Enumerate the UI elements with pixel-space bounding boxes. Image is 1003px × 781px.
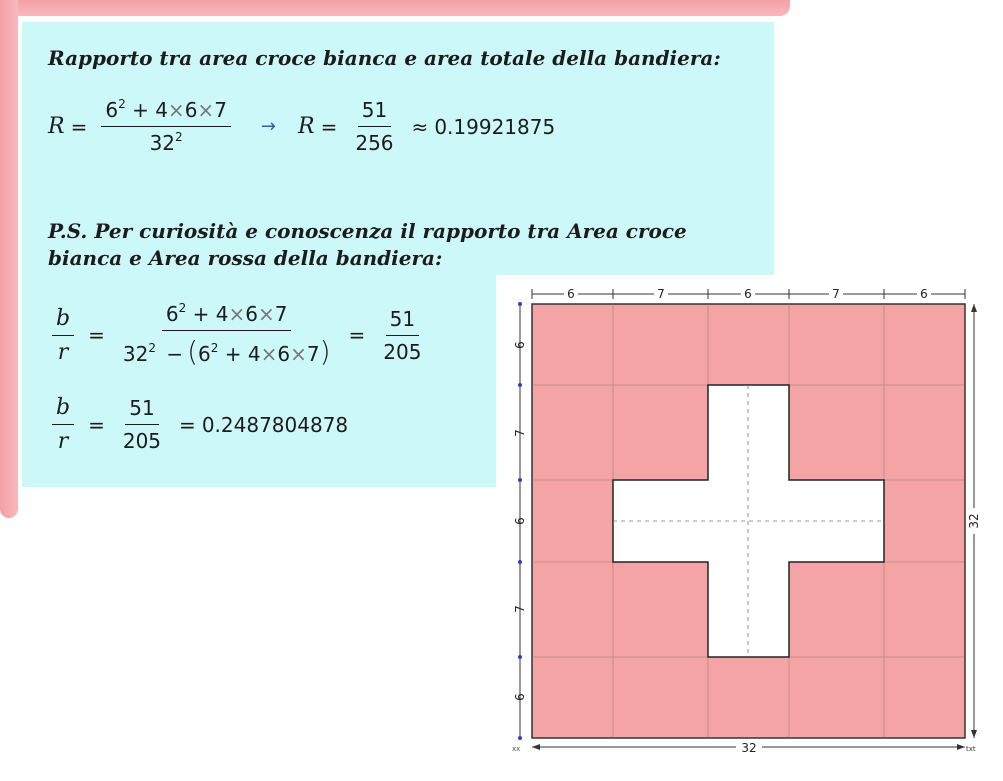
times-sign: × <box>290 342 307 366</box>
left-dim-label: 6 <box>513 517 527 525</box>
fraction-51-256 <box>351 98 397 155</box>
formula-white-over-red-decimal <box>52 395 348 454</box>
num-term: 7 <box>214 98 227 122</box>
heading-ps-line1: P.S. Per curiosità e conoscenza il rapporto tra Area croce <box>48 219 687 243</box>
num-base: 6 <box>105 98 119 122</box>
num-term: 6 <box>184 98 198 122</box>
minus-sign: − <box>166 342 184 366</box>
fraction-denominator <box>119 331 335 368</box>
left-dim-label: 7 <box>513 429 527 437</box>
equals-sign: = <box>320 114 338 139</box>
den-term: 6 <box>198 342 211 366</box>
bottom-dim-label: 32 <box>741 741 757 755</box>
fraction-b-over-r <box>52 306 74 365</box>
times-sign: × <box>260 342 278 366</box>
fraction-b-over-r <box>52 395 74 454</box>
den-base: 32 <box>149 131 176 155</box>
top-dim-label: 6 <box>744 287 752 301</box>
fraction-numerator: 51 <box>386 307 419 336</box>
var-r: R <box>298 114 315 139</box>
num-term: + 4 <box>132 98 168 122</box>
frame-top-border <box>0 0 790 16</box>
approx-sign: ≈ <box>411 114 429 139</box>
arrow-right-icon: → <box>260 116 277 137</box>
num-exponent: 2 <box>178 301 187 315</box>
fraction-51-205 <box>379 307 425 364</box>
times-sign: × <box>257 302 275 326</box>
equals-sign: = <box>348 323 366 347</box>
left-dim-label: 6 <box>513 693 527 701</box>
equals-sign: = <box>88 412 105 437</box>
fraction-denominator: 205 <box>383 339 422 364</box>
top-dim-label: 6 <box>567 287 575 301</box>
corner-label-right: txt <box>966 745 976 753</box>
var-b: b <box>52 395 74 425</box>
paren-close: ) <box>319 335 331 368</box>
frame-left-border <box>0 0 18 518</box>
result-value: 0.2487804878 <box>201 412 349 437</box>
fraction-cross-over-total <box>101 98 231 155</box>
formula-white-over-red <box>52 302 433 368</box>
times-sign: × <box>167 98 185 122</box>
num-exponent: 2 <box>118 97 126 111</box>
num-term: 6 <box>245 302 258 326</box>
equals-sign: = <box>70 114 88 139</box>
den-exponent: 2 <box>148 341 156 355</box>
var-r: r <box>57 429 69 454</box>
left-dim-label: 6 <box>513 341 527 349</box>
var-b: b <box>52 306 74 336</box>
den-base: 32 <box>122 342 149 366</box>
num-term: 7 <box>274 302 288 326</box>
var-r: R <box>48 114 65 139</box>
top-dim-label: 7 <box>657 287 665 301</box>
den-term: + 4 <box>224 342 261 366</box>
den-exponent: 2 <box>175 130 183 144</box>
num-term: + 4 <box>192 302 229 326</box>
den-term: 7 <box>306 342 320 366</box>
fraction-numerator <box>162 302 292 331</box>
swiss-flag-diagram <box>496 275 996 775</box>
formula-ratio-total <box>48 98 555 155</box>
times-sign: × <box>197 98 215 122</box>
fraction-numerator <box>101 98 231 127</box>
den-term: 6 <box>277 342 291 366</box>
fraction-denominator <box>146 127 187 155</box>
result-value: 0.19921875 <box>434 114 556 139</box>
paren-open: ( <box>187 335 199 368</box>
heading-ps-line2: bianca e Area rossa della bandiera: <box>48 246 443 270</box>
fraction-denominator: 205 <box>122 429 162 453</box>
times-sign: × <box>228 302 246 326</box>
fraction-numerator: 51 <box>358 98 391 127</box>
top-dim-label: 6 <box>920 287 928 301</box>
equals-sign: = <box>179 412 196 437</box>
top-dim-label: 7 <box>832 287 840 301</box>
fraction-51-205 <box>119 396 165 453</box>
heading-ratio-total: Rapporto tra area croce bianca e area totale della bandiera: <box>48 46 721 70</box>
equals-sign: = <box>88 323 105 347</box>
left-dim-label: 7 <box>513 605 527 613</box>
fraction-numerator: 51 <box>125 396 158 425</box>
fraction-denominator: 256 <box>355 131 394 155</box>
fraction-cross-over-red <box>119 302 335 368</box>
right-dim-label: 32 <box>967 513 981 529</box>
den-exponent: 2 <box>210 341 219 355</box>
corner-label-left: xx <box>512 745 521 753</box>
var-r: r <box>57 339 69 365</box>
num-base: 6 <box>165 302 179 326</box>
